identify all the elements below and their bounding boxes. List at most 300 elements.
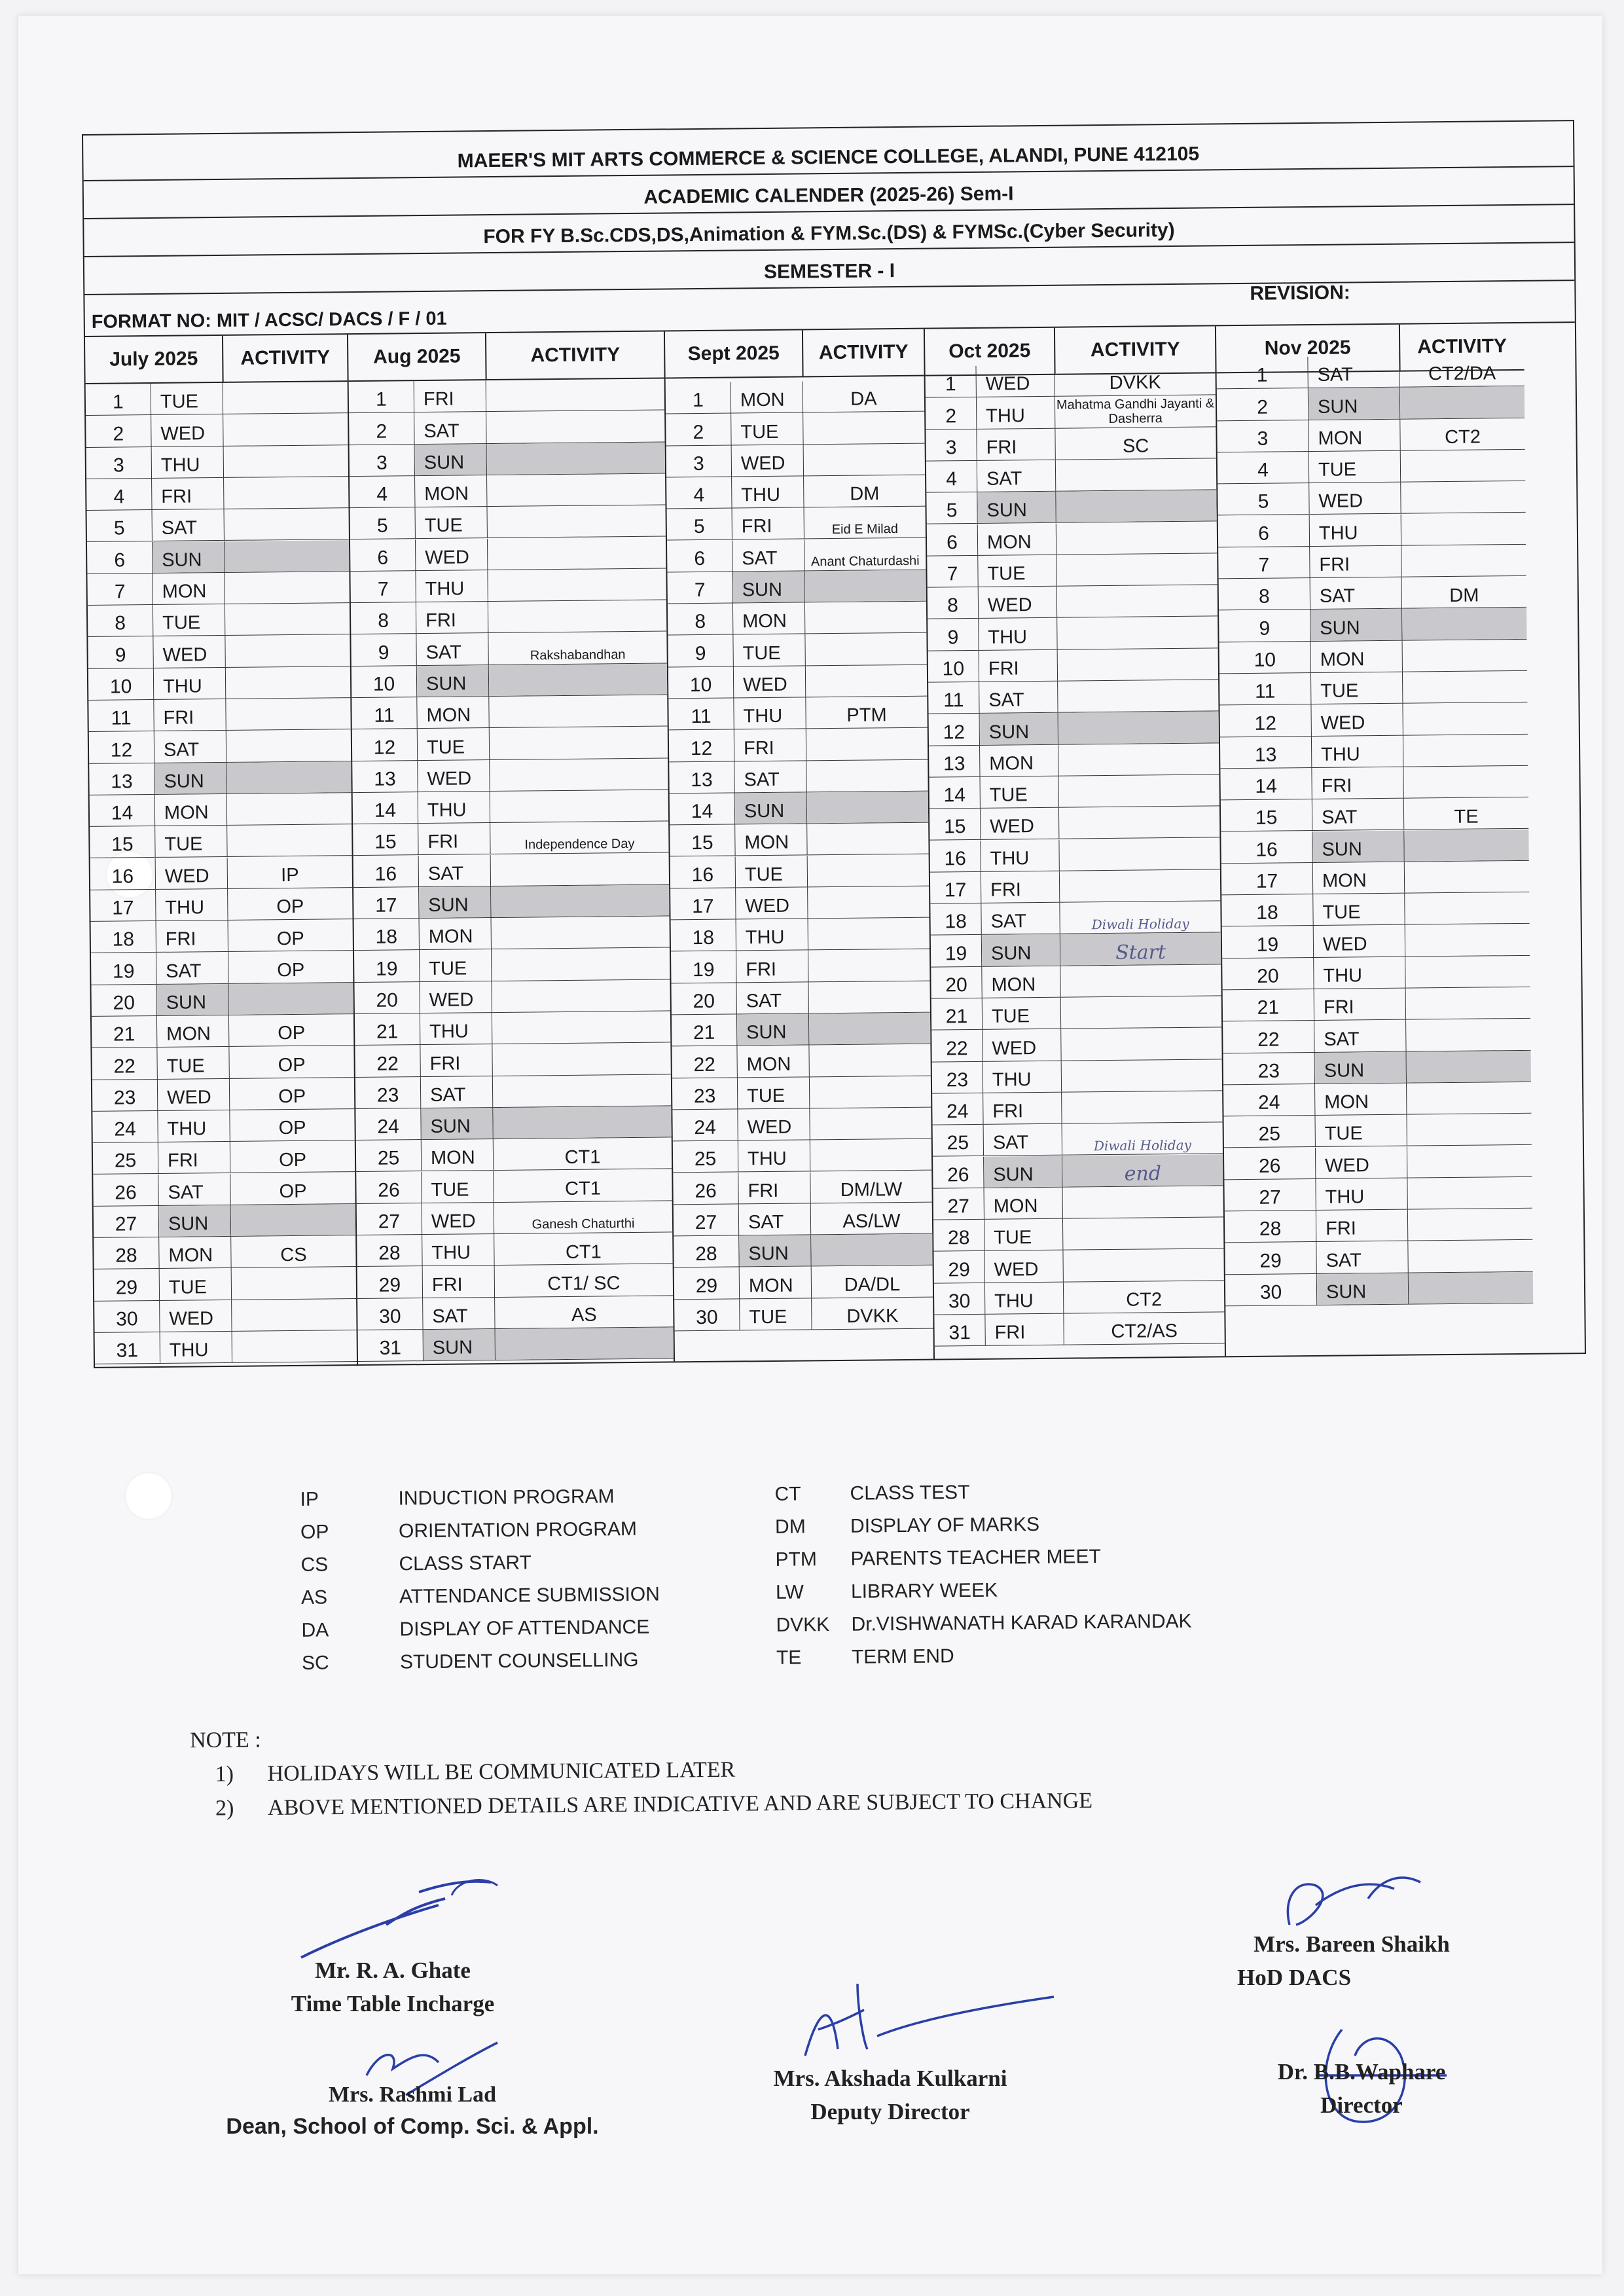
day-activity bbox=[490, 790, 668, 822]
month-header bbox=[348, 331, 664, 382]
day-activity bbox=[488, 568, 666, 601]
day-of-week: THU bbox=[420, 1013, 492, 1044]
day-row bbox=[1221, 892, 1529, 927]
day-of-week: MON bbox=[982, 966, 1060, 997]
legend-entry bbox=[301, 1584, 660, 1609]
day-row bbox=[1218, 450, 1525, 484]
day-number: 12 bbox=[89, 731, 154, 763]
day-row bbox=[1220, 734, 1528, 769]
day-activity bbox=[227, 793, 352, 825]
day-activity bbox=[1058, 648, 1218, 681]
day-number: 19 bbox=[931, 935, 982, 966]
legend-text: LIBRARY WEEK bbox=[850, 1579, 998, 1603]
day-row bbox=[357, 1201, 672, 1235]
day-of-week: FRI bbox=[979, 649, 1058, 681]
day-number: 29 bbox=[357, 1266, 423, 1298]
day-activity bbox=[811, 1234, 932, 1266]
day-of-week: SUN bbox=[739, 1235, 811, 1266]
day-of-week: WED bbox=[984, 1250, 1063, 1282]
day-row bbox=[666, 412, 924, 446]
day-number: 23 bbox=[932, 1061, 983, 1093]
college-name: MAEER'S MIT ARTS COMMERCE & SCIENCE COLLEGE, ALANDI, PUNE 412105 bbox=[83, 121, 1574, 181]
day-of-week: SUN bbox=[153, 541, 225, 572]
day-number: 13 bbox=[1220, 737, 1312, 769]
day-of-week: TUE bbox=[736, 856, 808, 887]
day-number: 19 bbox=[354, 950, 420, 981]
day-of-week: MON bbox=[1315, 1084, 1407, 1116]
month-column bbox=[665, 329, 935, 1362]
day-activity: OP bbox=[276, 896, 304, 918]
day-activity bbox=[232, 1299, 356, 1331]
day-number: 5 bbox=[667, 509, 732, 540]
day-row bbox=[86, 445, 348, 479]
day-row bbox=[1223, 1019, 1530, 1053]
day-activity bbox=[1407, 1050, 1531, 1082]
day-activity bbox=[1407, 1082, 1531, 1114]
day-rows bbox=[1217, 363, 1534, 1357]
day-row bbox=[926, 427, 1216, 462]
legend-code: AS bbox=[300, 1586, 328, 1609]
day-row bbox=[673, 1171, 931, 1205]
day-number: 10 bbox=[1219, 642, 1311, 674]
day-row bbox=[353, 853, 669, 888]
day-number: 22 bbox=[92, 1048, 157, 1079]
day-number: 20 bbox=[671, 983, 736, 1014]
day-number: 15 bbox=[1221, 799, 1312, 831]
day-of-week: WED bbox=[732, 445, 804, 476]
day-number: 29 bbox=[1225, 1242, 1316, 1274]
day-number: 24 bbox=[355, 1108, 421, 1140]
day-activity bbox=[1061, 996, 1221, 1029]
day-number: 10 bbox=[352, 666, 417, 697]
day-number: 8 bbox=[928, 587, 979, 619]
day-of-week: WED bbox=[1309, 483, 1401, 515]
day-row bbox=[91, 983, 353, 1017]
day-row bbox=[355, 1043, 670, 1078]
day-number: 6 bbox=[350, 539, 416, 571]
month-name: Sept 2025 bbox=[665, 330, 804, 377]
day-of-week: FRI bbox=[420, 1044, 492, 1076]
day-row bbox=[1217, 418, 1525, 452]
day-number: 8 bbox=[1219, 578, 1310, 610]
day-row bbox=[930, 869, 1220, 904]
day-row bbox=[355, 1074, 671, 1109]
day-number: 16 bbox=[929, 840, 981, 871]
day-number: 15 bbox=[353, 824, 418, 855]
day-row bbox=[357, 1233, 672, 1267]
day-activity bbox=[489, 663, 667, 696]
day-number: 11 bbox=[352, 697, 417, 729]
month-column bbox=[925, 326, 1226, 1358]
legend-code: LW bbox=[775, 1581, 804, 1603]
day-number: 21 bbox=[931, 998, 983, 1030]
day-of-week: THU bbox=[156, 889, 228, 920]
day-row bbox=[1222, 956, 1530, 991]
day-row bbox=[671, 918, 929, 952]
day-number: 1 bbox=[666, 382, 731, 413]
ghate-role: Time Table Incharge bbox=[291, 1990, 495, 2016]
day-row bbox=[674, 1234, 932, 1268]
day-activity bbox=[492, 917, 670, 949]
legend-code: DA bbox=[301, 1619, 329, 1641]
day-row bbox=[931, 996, 1221, 1030]
day-of-week: SUN bbox=[737, 1013, 809, 1045]
legend-code: DM bbox=[774, 1516, 806, 1538]
note-1-text: HOLIDAYS WILL BE COMMUNICATED LATER bbox=[267, 1757, 736, 1786]
title-block bbox=[82, 120, 1576, 337]
day-number: 16 bbox=[353, 856, 419, 887]
day-row bbox=[670, 823, 928, 857]
day-of-week: SUN bbox=[735, 792, 807, 824]
day-of-week: WED bbox=[418, 760, 490, 792]
day-of-week: SAT bbox=[158, 1173, 230, 1205]
day-activity bbox=[1401, 513, 1526, 545]
day-of-week: TUE bbox=[157, 1047, 229, 1078]
day-row bbox=[357, 1264, 673, 1299]
legend-code: CT bbox=[774, 1483, 801, 1505]
day-row bbox=[672, 1013, 930, 1047]
day-row bbox=[933, 1217, 1223, 1252]
day-number: 28 bbox=[933, 1220, 984, 1251]
day-activity bbox=[225, 540, 349, 572]
revision-label: REVISION: bbox=[1250, 282, 1350, 304]
day-row bbox=[674, 1202, 932, 1236]
day-of-week: FRI bbox=[158, 1142, 230, 1173]
day-of-week: SUN bbox=[415, 444, 487, 475]
day-of-week: TUE bbox=[151, 383, 223, 414]
day-of-week: MON bbox=[978, 523, 1056, 555]
kulkarni-role: Deputy Director bbox=[810, 2098, 970, 2124]
day-number: 9 bbox=[668, 635, 733, 666]
day-activity bbox=[1057, 617, 1218, 649]
day-row bbox=[932, 1059, 1222, 1094]
day-activity bbox=[1407, 1114, 1531, 1146]
day-row bbox=[88, 698, 350, 732]
activity-header: ACTIVITY bbox=[818, 340, 909, 364]
day-activity: DM bbox=[850, 483, 880, 505]
day-of-week: THU bbox=[979, 618, 1057, 649]
day-row bbox=[91, 919, 353, 953]
day-activity: PTM bbox=[846, 704, 887, 727]
day-row bbox=[933, 1154, 1223, 1189]
day-activity bbox=[1401, 450, 1525, 482]
day-of-week: SUN bbox=[1310, 609, 1402, 641]
month-name: Nov 2025 bbox=[1216, 325, 1400, 373]
lad-name: Mrs. Rashmi Lad bbox=[329, 2083, 496, 2107]
day-row bbox=[927, 522, 1217, 556]
day-of-week: WED bbox=[153, 636, 225, 667]
day-row bbox=[926, 395, 1216, 430]
day-row bbox=[930, 901, 1220, 936]
day-activity bbox=[223, 382, 348, 414]
day-of-week: THU bbox=[152, 446, 224, 478]
day-row bbox=[933, 1186, 1223, 1220]
signatory-lad bbox=[190, 2079, 635, 2143]
day-activity: CT2/DA bbox=[1428, 363, 1496, 385]
month-header bbox=[85, 335, 348, 384]
day-number: 25 bbox=[933, 1125, 984, 1156]
day-of-week: THU bbox=[736, 919, 808, 950]
day-number: 9 bbox=[351, 634, 416, 666]
day-of-week: THU bbox=[981, 839, 1059, 871]
legend-text: DISPLAY OF ATTENDANCE bbox=[399, 1616, 650, 1641]
day-of-week: MON bbox=[735, 824, 807, 856]
day-of-week: WED bbox=[734, 666, 806, 697]
day-of-week: SUN bbox=[154, 763, 226, 794]
day-number: 25 bbox=[673, 1141, 738, 1173]
day-number: 2 bbox=[926, 397, 977, 429]
day-row bbox=[1219, 576, 1526, 611]
day-row bbox=[91, 951, 353, 985]
day-of-week: FRI bbox=[1312, 767, 1403, 799]
day-activity bbox=[232, 1267, 356, 1299]
day-of-week: FRI bbox=[1316, 1210, 1408, 1242]
day-of-week: SAT bbox=[421, 1076, 493, 1108]
day-of-week: WED bbox=[420, 981, 492, 1013]
ghate-name: Mr. R. A. Ghate bbox=[315, 1958, 471, 1983]
day-number: 17 bbox=[930, 872, 981, 903]
day-row bbox=[90, 824, 352, 858]
day-number: 5 bbox=[926, 492, 977, 524]
note-1-number: 1) bbox=[215, 1762, 234, 1787]
day-activity bbox=[810, 1076, 931, 1108]
day-of-week: THU bbox=[154, 668, 226, 699]
day-number: 18 bbox=[671, 920, 736, 951]
note-2-number: 2) bbox=[215, 1796, 234, 1821]
day-number: 11 bbox=[668, 698, 734, 729]
day-row bbox=[1219, 608, 1526, 642]
day-activity: OP bbox=[278, 1085, 306, 1108]
day-row bbox=[932, 1091, 1222, 1125]
day-activity bbox=[227, 824, 352, 856]
legend-entry bbox=[776, 1580, 998, 1604]
day-activity: DVKK bbox=[1109, 372, 1161, 394]
day-activity bbox=[1060, 869, 1220, 902]
day-row bbox=[352, 695, 667, 729]
day-row bbox=[356, 1169, 672, 1204]
day-number: 8 bbox=[351, 602, 416, 634]
day-number: 4 bbox=[926, 461, 977, 492]
activity-header: ACTIVITY bbox=[1090, 338, 1180, 361]
day-activity: DVKK bbox=[846, 1305, 899, 1327]
day-activity bbox=[1403, 702, 1527, 735]
day-of-week: WED bbox=[1314, 925, 1405, 957]
day-row bbox=[928, 648, 1218, 683]
day-activity bbox=[487, 505, 665, 538]
day-number: 9 bbox=[88, 636, 153, 668]
day-activity bbox=[808, 981, 929, 1013]
day-activity bbox=[1062, 1091, 1222, 1123]
day-activity bbox=[1058, 680, 1218, 712]
day-activity: Mahatma Gandhi Jayanti & Dasherra bbox=[1056, 396, 1215, 426]
day-of-week: THU bbox=[158, 1110, 230, 1142]
notes-block bbox=[190, 1721, 1092, 1831]
day-activity bbox=[1061, 1028, 1221, 1061]
day-number: 12 bbox=[929, 714, 980, 745]
day-number: 22 bbox=[355, 1045, 420, 1076]
day-activity bbox=[1406, 987, 1530, 1019]
day-activity bbox=[1401, 545, 1526, 577]
day-row bbox=[355, 1106, 671, 1140]
day-row bbox=[672, 1076, 931, 1110]
day-of-week: MON bbox=[1311, 640, 1403, 672]
day-row bbox=[1221, 829, 1528, 864]
day-of-week: FRI bbox=[416, 602, 488, 633]
day-row bbox=[350, 442, 665, 477]
day-row bbox=[671, 949, 929, 983]
day-activity bbox=[231, 1204, 355, 1236]
month-column bbox=[1216, 323, 1534, 1357]
day-activity bbox=[488, 600, 666, 633]
day-number: 20 bbox=[354, 982, 420, 1013]
day-number: 17 bbox=[90, 890, 156, 921]
day-activity bbox=[1407, 1145, 1532, 1177]
day-activity bbox=[804, 570, 926, 602]
day-of-week: TUE bbox=[415, 507, 487, 538]
day-number: 2 bbox=[1217, 388, 1308, 420]
day-of-week: THU bbox=[418, 792, 490, 823]
day-activity: IP bbox=[281, 864, 299, 886]
day-row bbox=[350, 505, 666, 540]
day-row bbox=[667, 507, 926, 541]
day-number: 6 bbox=[1218, 515, 1310, 547]
day-of-week: SUN bbox=[424, 1329, 496, 1360]
day-row bbox=[933, 1249, 1223, 1284]
day-row bbox=[668, 602, 926, 636]
day-activity bbox=[1409, 1271, 1533, 1303]
day-activity: OP bbox=[279, 1180, 307, 1203]
day-number: 14 bbox=[90, 795, 155, 826]
day-activity: AS/LW bbox=[842, 1211, 901, 1233]
day-of-week: SAT bbox=[154, 731, 226, 762]
day-of-week: MON bbox=[153, 573, 225, 604]
day-row bbox=[1225, 1240, 1532, 1275]
day-of-week: WED bbox=[983, 1029, 1061, 1061]
day-row bbox=[94, 1267, 356, 1301]
day-activity bbox=[1402, 608, 1526, 640]
day-row bbox=[929, 807, 1219, 841]
day-number: 18 bbox=[91, 921, 156, 953]
day-of-week: SUN bbox=[1312, 830, 1404, 862]
day-number: 15 bbox=[90, 826, 155, 858]
day-row bbox=[92, 1046, 353, 1080]
day-row bbox=[1219, 640, 1527, 674]
day-number: 23 bbox=[672, 1078, 738, 1109]
day-number: 2 bbox=[666, 414, 731, 445]
day-number: 30 bbox=[674, 1299, 740, 1330]
day-number: 4 bbox=[86, 479, 152, 510]
day-number: 29 bbox=[674, 1267, 740, 1299]
legend-text: PARENTS TEACHER MEET bbox=[850, 1546, 1101, 1570]
activity-header: ACTIVITY bbox=[240, 346, 331, 369]
day-of-week: SAT bbox=[1312, 799, 1404, 831]
legend-code: OP bbox=[300, 1521, 329, 1543]
day-of-week: MON bbox=[733, 603, 805, 634]
day-of-week: THU bbox=[1310, 514, 1401, 546]
day-of-week: WED bbox=[422, 1203, 494, 1234]
legend-text: CLASS TEST bbox=[850, 1481, 970, 1504]
month-name: Aug 2025 bbox=[348, 333, 487, 380]
day-of-week: MON bbox=[155, 794, 227, 826]
day-row bbox=[1218, 513, 1526, 547]
legend-entry bbox=[301, 1616, 649, 1642]
day-of-week: FRI bbox=[734, 729, 806, 761]
day-activity bbox=[496, 1327, 674, 1360]
legend-entry bbox=[300, 1552, 532, 1576]
day-rows bbox=[926, 373, 1225, 1358]
day-number: 17 bbox=[1221, 863, 1313, 895]
day-number: 7 bbox=[1218, 547, 1310, 579]
day-number: 11 bbox=[928, 682, 979, 714]
day-of-week: TUE bbox=[155, 826, 227, 857]
day-activity: CS bbox=[280, 1244, 307, 1266]
day-row bbox=[90, 888, 352, 922]
day-row bbox=[668, 665, 927, 699]
day-activity bbox=[1063, 1217, 1223, 1250]
day-number: 27 bbox=[933, 1188, 984, 1220]
day-activity bbox=[805, 633, 926, 665]
day-row bbox=[667, 570, 926, 604]
day-number: 21 bbox=[355, 1013, 420, 1045]
day-number: 3 bbox=[350, 445, 415, 476]
day-number: 4 bbox=[350, 476, 415, 507]
day-of-week: WED bbox=[736, 887, 808, 919]
day-number: 10 bbox=[668, 666, 734, 698]
day-of-week: SAT bbox=[736, 982, 808, 1013]
day-activity bbox=[1056, 553, 1217, 586]
day-activity bbox=[224, 445, 348, 477]
day-activity bbox=[1058, 743, 1219, 776]
day-of-week: SAT bbox=[984, 1124, 1062, 1156]
day-activity bbox=[1403, 640, 1527, 672]
day-activity bbox=[804, 443, 925, 475]
day-of-week: MON bbox=[157, 1015, 229, 1047]
month-column bbox=[85, 335, 358, 1367]
day-activity bbox=[1405, 892, 1529, 924]
day-row bbox=[668, 633, 926, 667]
day-rows bbox=[86, 382, 357, 1367]
day-of-week: SAT bbox=[981, 903, 1060, 934]
day-number: 27 bbox=[1224, 1179, 1316, 1211]
day-number: 8 bbox=[88, 605, 153, 636]
day-activity bbox=[226, 729, 351, 761]
day-number: 13 bbox=[89, 763, 154, 795]
day-number: 20 bbox=[91, 985, 156, 1016]
calendar-title: ACADEMIC CALENDER (2025-26) Sem-I bbox=[84, 167, 1574, 219]
day-row bbox=[670, 792, 928, 826]
day-row bbox=[1219, 671, 1527, 706]
academic-calendar-table bbox=[82, 120, 1586, 1368]
day-of-week: SAT bbox=[1316, 1241, 1408, 1273]
note-2-text: ABOVE MENTIONED DETAILS ARE INDICATIVE AND ARE SUBJECT TO CHANGE bbox=[267, 1788, 1093, 1820]
day-of-week: SAT bbox=[419, 855, 491, 886]
day-number: 30 bbox=[1225, 1274, 1317, 1306]
day-number: 13 bbox=[669, 761, 734, 793]
day-activity bbox=[1405, 861, 1529, 893]
day-activity bbox=[493, 1074, 671, 1107]
day-row bbox=[671, 981, 929, 1015]
day-of-week: FRI bbox=[983, 1093, 1062, 1124]
day-of-week: FRI bbox=[414, 380, 486, 412]
day-activity bbox=[803, 412, 924, 444]
day-activity bbox=[1058, 712, 1219, 744]
day-number: 6 bbox=[667, 540, 732, 572]
day-of-week: SAT bbox=[977, 460, 1056, 492]
day-number: 7 bbox=[667, 572, 732, 603]
day-of-week: SUN bbox=[984, 1156, 1062, 1187]
day-activity bbox=[225, 634, 350, 666]
day-activity bbox=[490, 727, 668, 759]
